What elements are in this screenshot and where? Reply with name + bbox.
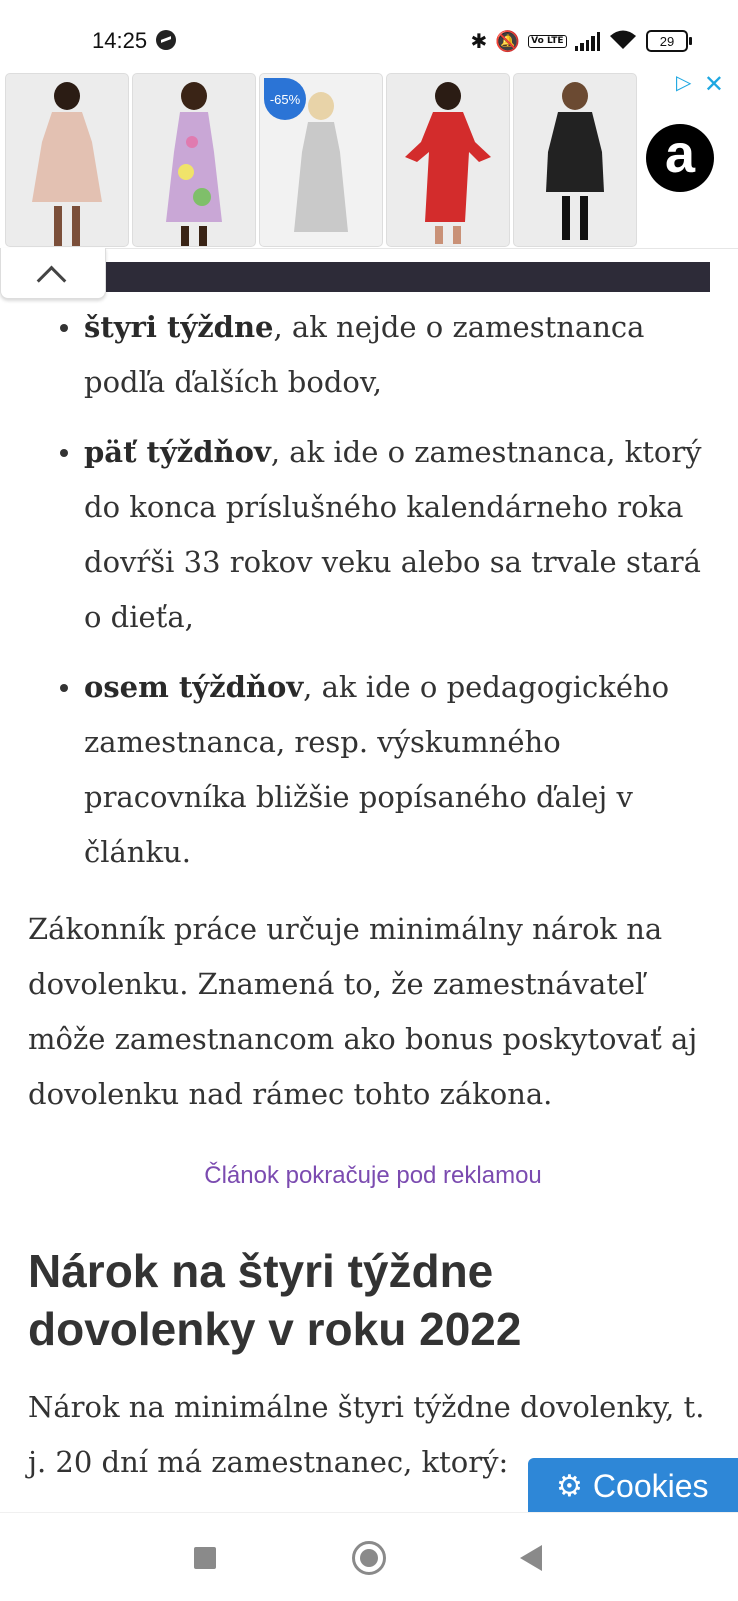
chevron-up-icon — [37, 266, 67, 296]
gear-icon: ⚙ — [556, 1468, 583, 1504]
vacation-list — [28, 300, 718, 880]
list-item-bold: päť týždňov — [84, 435, 271, 469]
brand-logo[interactable]: a — [646, 124, 714, 192]
ad-product-image — [32, 82, 102, 246]
status-icons — [471, 28, 689, 54]
cookies-label: Cookies — [592, 1467, 709, 1504]
list-item-text: , ak ide o zamestnanca, ktorý do konca príslušného kalendárneho roka dovŕši 33 rokov veku alebo sa trvale stará o dieťa, — [84, 435, 702, 634]
ad-product-2[interactable] — [132, 73, 256, 247]
silent-alarm-icon: 🔕 — [495, 29, 521, 53]
wifi-icon — [608, 28, 638, 55]
bluetooth-icon: ✱ — [470, 29, 488, 53]
close-icon[interactable]: ✕ — [703, 70, 724, 98]
home-button[interactable] — [352, 1541, 386, 1575]
list-item-bold: štyri týždne — [84, 310, 274, 344]
collapse-ad-button[interactable] — [0, 248, 106, 299]
list-item-text: , ak nejde o zamestnanca podľa ďalších bodov, — [84, 310, 645, 399]
back-button[interactable] — [520, 1545, 542, 1571]
ad-notice: Článok pokračuje pod reklamou — [204, 1162, 542, 1189]
ad-product-5[interactable] — [513, 73, 637, 247]
recent-apps-button[interactable] — [194, 1547, 216, 1569]
volte-icon: Vo LTE — [528, 35, 566, 48]
cookies-button[interactable] — [528, 1458, 738, 1514]
ad-product-4[interactable] — [386, 73, 510, 247]
list-item-text: , ak ide o pedagogického zamestnanca, resp. výskumného pracovníka bližšie popísaného ďalej v článku. — [84, 670, 670, 869]
ad-product-3[interactable] — [259, 73, 383, 247]
ad-product-image — [544, 82, 606, 240]
list-item-bold: osem týždňov — [84, 670, 304, 704]
section-heading: Nárok na štyri týždne dovolenky v roku 2022 — [28, 1245, 522, 1355]
battery-icon: 29 — [646, 30, 688, 52]
navigation-bar — [0, 1512, 738, 1601]
article-content — [28, 300, 718, 1490]
ad-banner[interactable] — [0, 70, 738, 249]
list-item — [84, 300, 718, 410]
discount-badge: -65% — [264, 78, 306, 120]
messenger-icon — [156, 30, 176, 50]
status-time: 14:25 — [92, 28, 148, 53]
ad-product-1[interactable] — [5, 73, 129, 247]
ad-choices-icon[interactable]: ▷ — [676, 70, 692, 94]
signal-icon — [575, 31, 601, 51]
ad-product-image — [405, 82, 491, 244]
paragraph: Zákonník práce určuje minimálny nárok na dovolenku. Znamená to, že zamestnávateľ môže zamestnancom ako bonus poskytovať aj dovolenku nad rámec tohto zákona. — [28, 912, 698, 1111]
list-item — [84, 425, 718, 645]
ad-product-image — [162, 82, 226, 246]
paragraph: Nárok na minimálne štyri týždne dovolenky, t. j. 20 dní má zamestnanec, ktorý: — [28, 1390, 705, 1479]
list-item — [84, 660, 718, 880]
dark-banner — [106, 262, 710, 292]
status-bar — [0, 0, 738, 70]
